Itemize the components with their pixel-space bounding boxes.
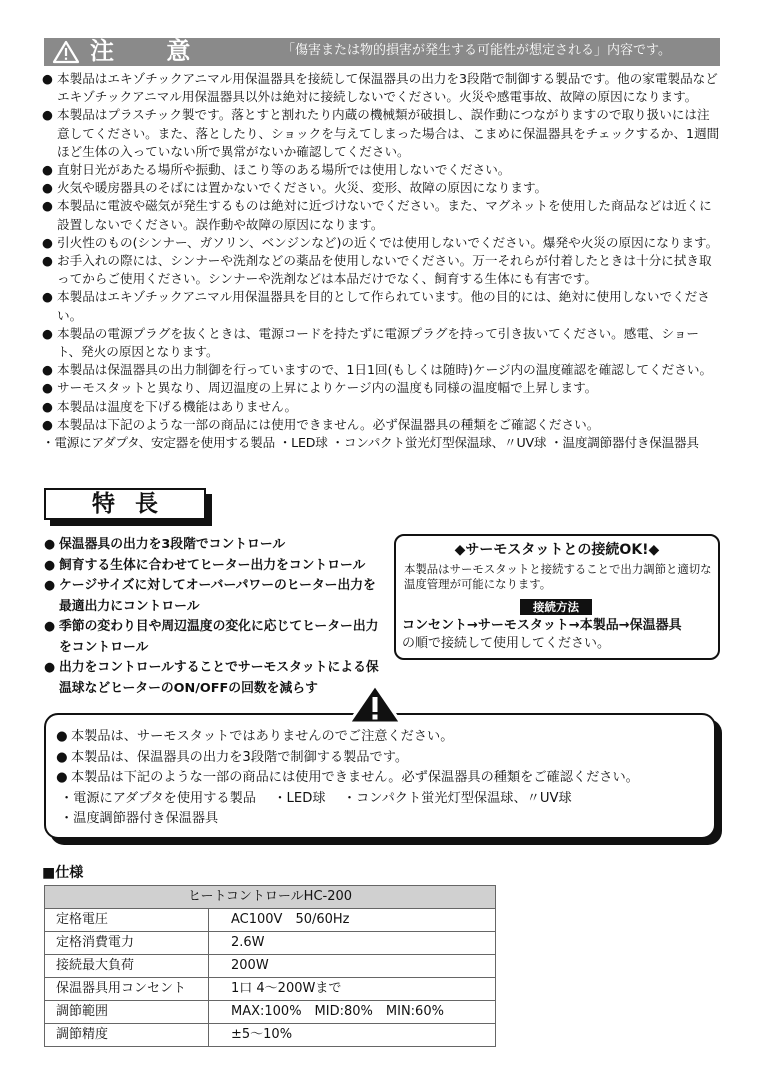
- caution-excluded-products: ・電源にアダプタ、安定器を使用する製品 ・LED球 ・コンパクト蛍光灯型保温球、〃UV球 ・温度調節器付き保温器具: [42, 435, 699, 451]
- spec-value: MAX:100% MID:80% MIN:60%: [209, 1001, 496, 1024]
- caution-item: ● 火気や暖房器具のそばには置かないでください。火災、変形、故障の原因になります。: [42, 180, 548, 196]
- caution-item: ● 本製品は下記のような一部の商品には使用できません。必ず保温器具の種類をご確認ください。: [42, 416, 600, 432]
- spec-label: 定格消費電力: [45, 932, 209, 955]
- table-row: [45, 1024, 496, 1047]
- spec-value: 1口 4～200Wまで: [209, 978, 496, 1001]
- warning-list: [56, 727, 706, 830]
- connection-method-label: 接続方法: [520, 599, 592, 615]
- feature-item: ● 出力をコントロールすることでサーモスタットによる保温球などヒーターのON/OFFの回数を減らす: [44, 660, 379, 696]
- caution-item: ● 本製品は温度を下げる機能はありません。: [42, 398, 298, 414]
- caution-item: ● 本製品はエキゾチックアニマル用保温器具を接続して保温器具の出力を3段階で制御する製品です。他の家電製品などエキゾチックアニマル用保温器具以外は絶対に接続しないでください。火災や感電事故、故障の原因になります。: [42, 71, 718, 105]
- caution-item: ● 本製品に電波や磁気が発生するものは絶対に近づけないでください。また、マグネットを使用した商品などは近くに設置しないでください。誤作動や故障の原因になります。: [42, 198, 712, 232]
- caution-title: 注 意: [90, 37, 213, 65]
- spec-value: 200W: [209, 955, 496, 978]
- spec-value: AC100V 50/60Hz: [209, 909, 496, 932]
- caution-item: ● 直射日光があたる場所や振動、ほこり等のある場所では使用しないでください。: [42, 162, 511, 178]
- caution-item: ● サーモスタットと異なり、周辺温度の上昇によりケージ内の温度も同様の温度幅で上昇します。: [42, 380, 598, 396]
- warning-excluded-products: ・温度調節器付き保温器具: [60, 811, 219, 826]
- table-row: [45, 909, 496, 932]
- caution-subtitle: 「傷害または物的損害が発生する可能性が想定される」内容です。: [282, 43, 671, 58]
- caution-item: ● 本製品はエキゾチックアニマル用保温器具を目的として作られています。他の目的には、絶対に使用しないでください。: [42, 289, 710, 323]
- feature-item: ● ケージサイズに対してオーバーパワーのヒーター出力を最適出力にコントロール: [44, 578, 376, 614]
- features-title: 特長: [92, 491, 178, 517]
- caution-item: ● 本製品は保温器具の出力制御を行っていますので、1日1回(もしくは随時)ケージ内の温度確認を確認してください。: [42, 362, 713, 378]
- warning-triangle-icon: [52, 40, 80, 64]
- feature-item: ● 保温器具の出力を3段階でコントロール: [44, 537, 286, 552]
- spec-label: 調節範囲: [45, 1001, 209, 1024]
- spec-heading: ■仕様: [42, 865, 84, 881]
- caution-item: ● 本製品の電源プラグを抜くときは、電源コードを持たずに電源プラグを持って引き抜いてください。感電、ショート、発火の原因となります。: [42, 325, 700, 360]
- warning-item: ● 本製品は下記のような一部の商品には使用できません。必ず保温器具の種類をご確認ください。: [56, 770, 639, 785]
- warning-item: ● 本製品は、サーモスタットではありませんのでご注意ください。: [56, 729, 454, 744]
- spec-label: 保温器具用コンセント: [45, 978, 209, 1001]
- connection-instruction: の順で接続して使用してください。: [402, 636, 611, 651]
- spec-caption-row: [45, 886, 496, 909]
- table-row: [45, 1001, 496, 1024]
- table-row: [45, 955, 496, 978]
- feature-item: ● 飼育する生体に合わせてヒーター出力をコントロール: [44, 557, 366, 573]
- feature-item: ● 季節の変わり目や周辺温度の変化に応じてヒーター出力をコントロール: [44, 619, 379, 655]
- table-row: [45, 978, 496, 1001]
- caution-item: ● 本製品はプラスチック製です。落とすと割れたり内蔵の機械類が破損し、誤作動につながりますので取り扱いには注意してください。また、落としたり、ショックを与えてしまった場合は、こまめに保温器具をチェックするか、1週間ほど生体の入っていない所で異常がないか確認してください。: [42, 107, 720, 159]
- thermostat-title: ◆サーモスタットとの接続OK!◆: [454, 542, 660, 558]
- spec-product-name: ヒートコントロールHC-200: [45, 886, 496, 909]
- spec-value: ±5～10%: [209, 1024, 496, 1047]
- features-list: [44, 535, 386, 699]
- spec-label: 調節精度: [45, 1024, 209, 1047]
- warning-triangle-icon: [346, 682, 404, 726]
- spec-label: 接続最大負荷: [45, 955, 209, 978]
- spec-label: 定格電圧: [45, 909, 209, 932]
- spec-value: 2.6W: [209, 932, 496, 955]
- warning-item: ● 本製品は、保温器具の出力を3段階で制御する製品です。: [56, 749, 409, 765]
- connection-order: コンセント→サーモスタット→本製品→保温器具: [402, 618, 682, 633]
- caution-item: ● お手入れの際には、シンナーや洗剤などの薬品を使用しないでください。万一それらが付着したときは十分に拭き取ってからご使用ください。シンナーや洗剤などは本品だけでなく、飼育する生体にも有害です。: [42, 253, 712, 287]
- warning-excluded-products: ・電源にアダプタを使用する製品 ・LED球 ・コンパクト蛍光灯型保温球、〃UV球: [60, 790, 572, 806]
- table-row: [45, 932, 496, 955]
- thermostat-description: 本製品はサーモスタットと接続することで出力調節と適切な温度管理が可能になります。: [404, 562, 712, 591]
- caution-list: [42, 70, 722, 452]
- caution-item: ● 引火性のもの(シンナー、ガソリン、ベンジンなど)の近くでは使用しないでください。爆発や火災の原因になります。: [42, 234, 719, 250]
- spec-table: [44, 885, 496, 1047]
